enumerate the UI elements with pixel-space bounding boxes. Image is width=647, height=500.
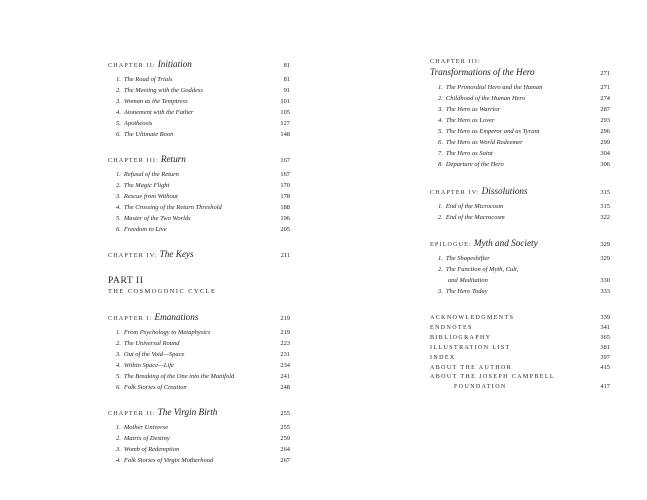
chapter-heading [108, 405, 290, 419]
toc-entry-title [116, 213, 191, 224]
page-number: 205 [280, 226, 290, 233]
back-matter-entry[interactable] [430, 333, 610, 343]
toc-entry-text: Mother Universe [123, 424, 169, 431]
toc-entry[interactable] [108, 180, 290, 191]
toc-entry-text: From Psychology to Metaphysics [123, 329, 211, 336]
toc-entry-title [116, 422, 168, 433]
back-matter-entry[interactable] [430, 353, 610, 363]
toc-entry[interactable] [430, 137, 610, 148]
back-matter [430, 313, 610, 392]
toc-entry[interactable] [108, 191, 290, 202]
page-number: 105 [280, 109, 290, 116]
chapter-label: CHAPTER IV: [108, 252, 158, 259]
toc-entry-number: 6. [116, 384, 121, 391]
toc-entry-text: Womb of Redemption [123, 446, 180, 453]
toc-entry[interactable] [108, 422, 290, 433]
page-number: 330 [600, 277, 610, 284]
toc-entry[interactable] [108, 338, 290, 349]
toc-entry[interactable] [430, 82, 610, 93]
toc-entry[interactable] [430, 126, 610, 137]
toc-entry-number: 2. [116, 182, 121, 189]
page-number: 329 [600, 241, 610, 248]
toc-entry-title [116, 169, 179, 180]
toc-entry-title [116, 360, 174, 371]
chapter-heading [108, 152, 290, 166]
page-number: 127 [280, 120, 290, 127]
toc-entry-text: The Hero as Warrior [445, 106, 501, 113]
back-matter-title: ILLUSTRATION LIST [430, 345, 511, 351]
toc-entry-title [116, 327, 210, 338]
page-number: 148 [280, 131, 290, 138]
page-number: 274 [600, 95, 610, 102]
page-number: 188 [280, 204, 290, 211]
toc-entry[interactable] [430, 148, 610, 159]
toc-entry[interactable] [108, 433, 290, 444]
toc-entry-number: 5. [438, 128, 443, 135]
page-number: 381 [600, 344, 610, 351]
chapter-title: Initiation [157, 59, 192, 69]
page-number: 339 [600, 314, 610, 321]
page-number: 296 [600, 128, 610, 135]
back-matter-title: ACKNOWLEDGMENTS [430, 315, 515, 321]
toc-entry-number: 3. [116, 446, 121, 453]
toc-entry-text: Folk Stories of Virgin Motherhood [123, 457, 214, 464]
toc-entry-text: The Hero as Emperor and as Tyrant [445, 128, 540, 135]
page-number: 315 [600, 189, 610, 196]
chapter-title: Dissolutions [481, 186, 528, 196]
toc-entry-text: The Function of Myth, Cult, [445, 266, 519, 273]
toc-entry-number: 2. [116, 340, 121, 347]
page-number: 255 [280, 410, 290, 417]
item-list [430, 253, 610, 297]
toc-entry[interactable] [108, 382, 290, 393]
page-number: 81 [283, 76, 290, 83]
back-matter-title: INDEX [430, 355, 456, 361]
toc-entry-title [448, 275, 488, 286]
toc-entry-number: 6. [438, 139, 443, 146]
chapter-dissolutions [430, 184, 610, 223]
page-number: 264 [280, 446, 290, 453]
item-list [430, 82, 610, 170]
toc-entry-number: 2. [116, 435, 121, 442]
page-number: 81 [283, 62, 290, 69]
toc-entry-number: 1. [438, 255, 443, 262]
toc-entry[interactable] [430, 275, 610, 286]
toc-entry[interactable] [108, 327, 290, 338]
toc-entry-text: The Primordial Hero and the Human [445, 84, 543, 91]
chapter-the-keys [108, 247, 290, 261]
page-number: 167 [280, 157, 290, 164]
page-number: 223 [280, 340, 290, 347]
toc-entry-text: Freedom to Live [123, 226, 167, 233]
left-page [108, 57, 290, 466]
chapter-label: CHAPTER II: [108, 62, 156, 69]
toc-entry-title [116, 202, 222, 213]
toc-entry[interactable] [108, 118, 290, 129]
toc-entry-title [116, 455, 213, 466]
toc-entry-text: The Magic Flight [123, 182, 170, 189]
chapter-label: CHAPTER I: [108, 315, 153, 322]
toc-entry-number: 3. [116, 193, 121, 200]
toc-entry-title [116, 129, 173, 140]
toc-entry-number: 6. [116, 226, 121, 233]
toc-entry-text: Matrix of Destiny [123, 435, 170, 442]
page-number: 329 [600, 255, 610, 262]
toc-entry-title [116, 444, 179, 455]
page-number: 267 [280, 457, 290, 464]
toc-entry[interactable] [108, 107, 290, 118]
toc-entry[interactable] [108, 444, 290, 455]
right-page [430, 57, 610, 392]
chapter-title: The Keys [159, 249, 194, 259]
page-number: 365 [600, 334, 610, 341]
toc-entry[interactable] [108, 129, 290, 140]
toc-entry-number: 4. [116, 204, 121, 211]
chapter-return [108, 152, 290, 235]
toc-entry[interactable] [108, 349, 290, 360]
toc-entry-text: The Hero as World Redeemer [445, 139, 523, 146]
toc-entry-number: 7. [438, 150, 443, 157]
chapter-title: Transformations of the Hero [430, 67, 535, 77]
chapter-emanations [108, 310, 290, 393]
toc-entry-title [116, 180, 169, 191]
toc-entry-title [438, 93, 525, 104]
toc-entry-number: 2. [438, 95, 443, 102]
page-number: 248 [280, 384, 290, 391]
toc-entry-title [116, 371, 234, 382]
toc-entry-number: 5. [116, 373, 121, 380]
toc-entry[interactable] [430, 212, 610, 223]
page-number: 178 [280, 193, 290, 200]
toc-entry-title [438, 82, 542, 93]
toc-entry-title [116, 74, 172, 85]
toc-entry-text: The Shapeshifter [445, 255, 490, 262]
toc-entry-number: 1. [116, 171, 121, 178]
page-number: 91 [283, 87, 290, 94]
chapter-initiation [108, 57, 290, 140]
page-number: 101 [280, 98, 290, 105]
chapter-title: Myth and Society [473, 238, 538, 248]
toc-entry-title [116, 224, 167, 235]
page-number: 170 [280, 182, 290, 189]
toc-entry-title [116, 433, 170, 444]
page-number: 341 [600, 324, 610, 331]
toc-entry-number: 4. [116, 362, 121, 369]
toc-entry[interactable] [430, 201, 610, 212]
chapter-label: CHAPTER III: [430, 58, 481, 65]
part-title: PART II [108, 276, 144, 286]
toc-entry[interactable] [108, 169, 290, 180]
chapter-title: Emanations [154, 312, 199, 322]
toc-entry-number: 5. [116, 120, 121, 127]
toc-entry-title [438, 286, 488, 297]
toc-entry-number: 2. [438, 266, 443, 273]
part-heading [108, 276, 290, 296]
toc-entry-text: Apotheosis [123, 120, 153, 127]
toc-entry[interactable] [108, 455, 290, 466]
chapter-virgin-birth [108, 405, 290, 466]
toc-entry-number: 2. [116, 87, 121, 94]
toc-entry-text: The Hero as Lover [445, 117, 495, 124]
toc-entry-text: The Ultimate Boon [123, 131, 174, 138]
toc-entry-number: 3. [438, 106, 443, 113]
toc-entry-number: 3. [438, 288, 443, 295]
toc-entry-title [438, 253, 490, 264]
page-number: 234 [280, 362, 290, 369]
toc-entry-title [438, 201, 503, 212]
back-matter-title: ENDNOTES [430, 325, 473, 331]
chapter-title: The Virgin Birth [157, 407, 218, 417]
chapter-heading [430, 236, 610, 250]
chapter-heading [108, 57, 290, 71]
toc-entry-text: Childhood of the Human Hero [445, 95, 526, 102]
toc-entry-number: 3. [116, 98, 121, 105]
item-list [108, 169, 290, 235]
page-number: 211 [280, 252, 290, 259]
toc-entry-number: 1. [116, 329, 121, 336]
toc-entry[interactable] [430, 159, 610, 170]
page-number: 271 [600, 70, 610, 77]
toc-entry-title [116, 338, 179, 349]
toc-entry-number: 2. [438, 214, 443, 221]
back-matter-entry[interactable] [430, 382, 610, 392]
page-number: 397 [600, 354, 610, 361]
toc-entry-number: 4. [116, 109, 121, 116]
toc-entry[interactable] [430, 264, 610, 275]
page-number: 255 [280, 424, 290, 431]
page-number: 315 [600, 203, 610, 210]
chapter-epilogue [430, 236, 610, 297]
toc-entry-title [438, 264, 518, 275]
page-number: 299 [600, 139, 610, 146]
page-number: 241 [280, 373, 290, 380]
toc-entry-title [116, 191, 178, 202]
toc-entry[interactable] [108, 360, 290, 371]
toc-entry-text: and Meditation [448, 277, 488, 284]
page-number: 415 [600, 364, 610, 371]
toc-entry-text: Atonement with the Father [123, 109, 194, 116]
toc-entry-title [438, 115, 495, 126]
toc-entry-text: Within Space—Life [123, 362, 174, 369]
item-list [430, 201, 610, 223]
toc-entry-number: 1. [438, 84, 443, 91]
chapter-label: EPILOGUE: [430, 241, 472, 248]
toc-entry-text: Out of the Void—Space [123, 351, 185, 358]
toc-entry-text: Refusal of the Return [123, 171, 179, 178]
toc-entry-text: The Meeting with the Goddess [123, 87, 203, 94]
chapter-title: Return [160, 154, 186, 164]
item-list [108, 327, 290, 393]
toc-entry[interactable] [108, 85, 290, 96]
toc-entry-number: 1. [438, 203, 443, 210]
toc-entry-title [438, 104, 500, 115]
page-number: 219 [280, 315, 290, 322]
page-number: 196 [280, 215, 290, 222]
chapter-label: CHAPTER III: [108, 157, 159, 164]
page-number: 417 [600, 383, 610, 390]
chapter-label: CHAPTER IV: [430, 189, 480, 196]
toc-entry[interactable] [108, 96, 290, 107]
chapter-heading [430, 184, 610, 198]
toc-entry[interactable] [108, 371, 290, 382]
back-matter-title: BIBLIOGRAPHY [430, 335, 492, 341]
toc-entry[interactable] [108, 224, 290, 235]
toc-entry[interactable] [108, 202, 290, 213]
item-list [108, 74, 290, 140]
toc-entry-number: 4. [438, 117, 443, 124]
toc-entry-title [438, 212, 505, 223]
toc-entry-number: 5. [116, 215, 121, 222]
toc-entry-text: Master of the Two Worlds [123, 215, 191, 222]
toc-entry[interactable] [430, 115, 610, 126]
page-number: 333 [600, 288, 610, 295]
toc-entry-text: Departure of the Hero [445, 161, 504, 168]
chapter-label: CHAPTER II: [108, 410, 156, 417]
toc-entry-title [438, 126, 540, 137]
page-number: 287 [600, 106, 610, 113]
toc-entry-text: Woman as the Temptress [123, 98, 188, 105]
back-matter-entry[interactable] [430, 313, 610, 323]
toc-entry-text: Rescue from Without [123, 193, 178, 200]
toc-entry-title [116, 85, 203, 96]
toc-entry-text: The Hero as Saint [445, 150, 493, 157]
toc-entry[interactable] [108, 74, 290, 85]
toc-entry-title [438, 159, 504, 170]
page-number: 322 [600, 214, 610, 221]
page-number: 306 [600, 161, 610, 168]
back-matter-title: ABOUT THE JOSEPH CAMPBELL [430, 374, 555, 380]
item-list [108, 422, 290, 466]
toc-entry-number: 8. [438, 161, 443, 168]
toc-entry-text: End of the Macrocosm [445, 214, 505, 221]
toc-entry[interactable] [430, 253, 610, 264]
toc-entry-text: The Road of Trials [123, 76, 173, 83]
part-subtitle: THE COSMOGONIC CYCLE [108, 288, 217, 295]
back-matter-entry[interactable] [430, 373, 610, 382]
toc-entry-title [116, 118, 152, 129]
page-number: 167 [280, 171, 290, 178]
page-number: 304 [600, 150, 610, 157]
page-number: 219 [280, 329, 290, 336]
toc-entry[interactable] [430, 93, 610, 104]
chapter-heading [108, 247, 290, 261]
toc-entry-title [116, 107, 193, 118]
toc-entry-title [116, 382, 187, 393]
toc-entry-number: 1. [116, 76, 121, 83]
toc-entry-title [116, 349, 184, 360]
toc-entry-text: The Crossing of the Return Threshold [123, 204, 222, 211]
toc-entry-text: End of the Microcosm [445, 203, 504, 210]
toc-entry-title [116, 96, 188, 107]
toc-entry-title [438, 148, 493, 159]
back-matter-entry[interactable] [430, 343, 610, 353]
page-number: 231 [280, 351, 290, 358]
page-number: 293 [600, 117, 610, 124]
toc-entry-number: 4. [116, 457, 121, 464]
toc-entry-text: Folk Stories of Creation [123, 384, 187, 391]
toc-entry-number: 6. [116, 131, 121, 138]
toc-entry-number: 3. [116, 351, 121, 358]
page-number: 271 [600, 84, 610, 91]
toc-entry[interactable] [430, 104, 610, 115]
toc-entry-text: The Hero Today [445, 288, 488, 295]
back-matter-entry[interactable] [430, 323, 610, 333]
back-matter-title: FOUNDATION [454, 384, 507, 390]
toc-entry-text: The Breaking of the One into the Manifold [123, 373, 235, 380]
toc-entry-title [438, 137, 523, 148]
back-matter-title: ABOUT THE AUTHOR [430, 365, 513, 371]
toc-entry-number: 1. [116, 424, 121, 431]
chapter-transformations [430, 57, 610, 170]
page-number: 259 [280, 435, 290, 442]
chapter-heading [108, 310, 290, 324]
chapter-heading [430, 67, 610, 79]
back-matter-entry[interactable] [430, 363, 610, 373]
toc-entry[interactable] [430, 286, 610, 297]
toc-entry[interactable] [108, 213, 290, 224]
toc-entry-text: The Universal Round [123, 340, 180, 347]
